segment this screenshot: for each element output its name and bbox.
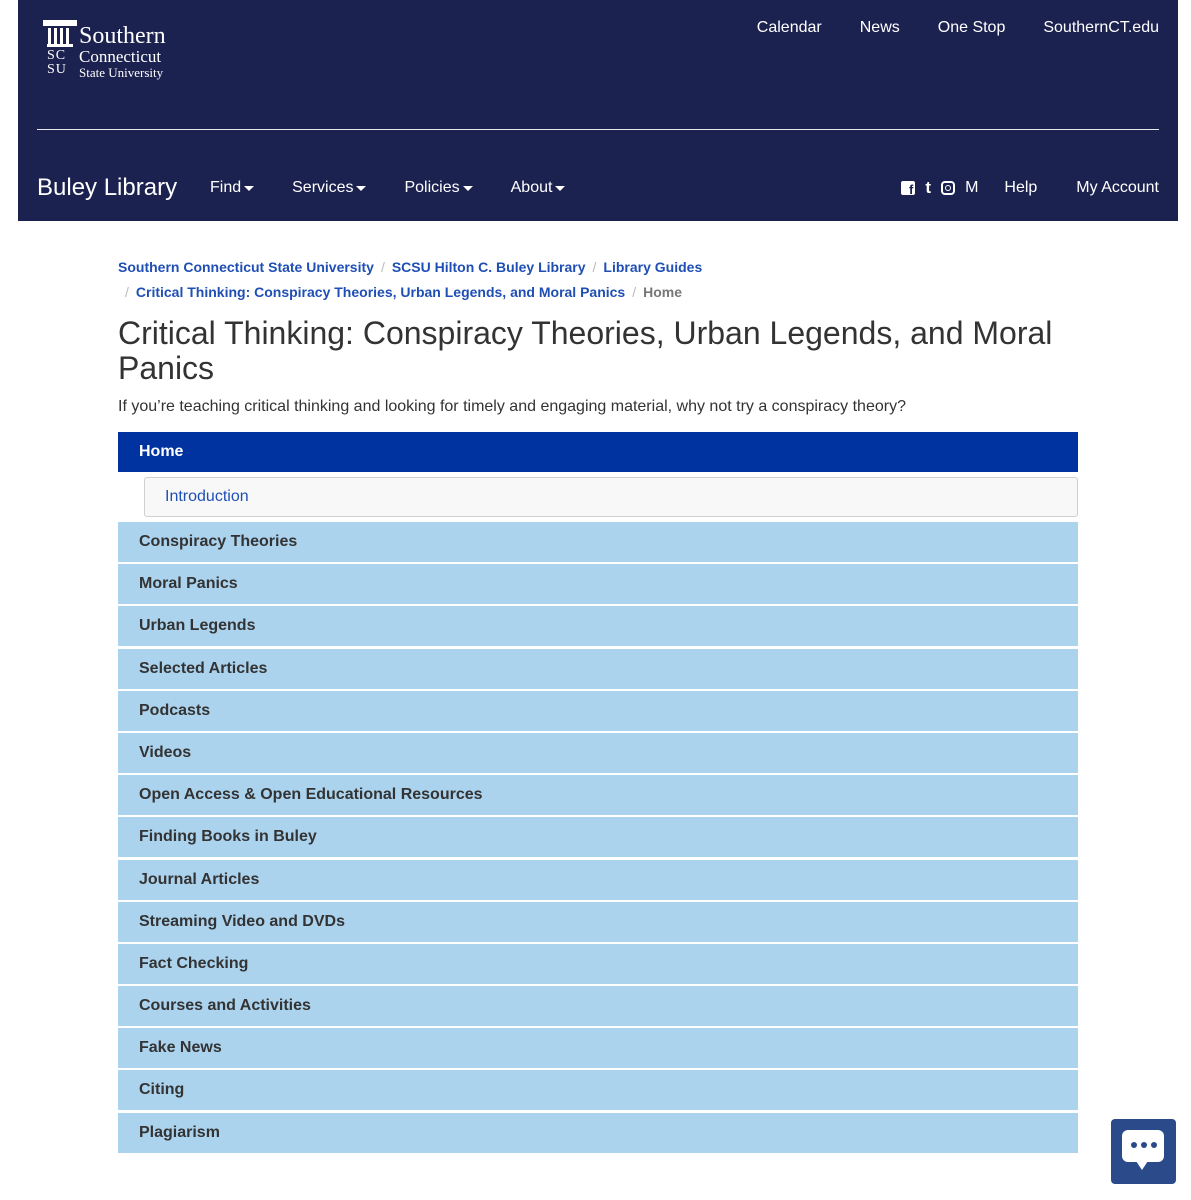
- header-divider: [37, 129, 1159, 130]
- tab-streaming-video[interactable]: Streaming Video and DVDs: [118, 902, 1078, 942]
- main-nav: [210, 178, 565, 198]
- tab-home[interactable]: Home: [118, 432, 1078, 472]
- breadcrumb-buley-library[interactable]: SCSU Hilton C. Buley Library: [391, 259, 586, 275]
- caret-down-icon: [555, 186, 565, 191]
- breadcrumb-scsu[interactable]: Southern Connecticut State University: [118, 259, 374, 275]
- tab-urban-legends[interactable]: Urban Legends: [118, 606, 1078, 646]
- chat-widget-button[interactable]: [1111, 1119, 1176, 1184]
- header-utilities: [901, 178, 1159, 198]
- nav-one-stop[interactable]: One Stop: [937, 19, 1006, 36]
- breadcrumb-guide[interactable]: Critical Thinking: Conspiracy Theories, Urban Legends, and Moral Panics: [135, 284, 626, 300]
- nav-calendar[interactable]: Calendar: [756, 19, 822, 36]
- guide-navigation: [118, 432, 1078, 1155]
- tab-plagiarism[interactable]: Plagiarism: [118, 1113, 1078, 1153]
- subtab-introduction[interactable]: Introduction: [144, 477, 1078, 517]
- tab-journal-articles[interactable]: Journal Articles: [118, 860, 1078, 900]
- nav-services-label: Services: [292, 179, 354, 196]
- tab-videos[interactable]: Videos: [118, 733, 1078, 773]
- tab-citing[interactable]: Citing: [118, 1070, 1078, 1110]
- library-brand[interactable]: Buley Library: [37, 174, 178, 201]
- nav-policies-label: Policies: [404, 179, 460, 196]
- nav-find-dropdown[interactable]: [210, 178, 254, 198]
- nav-find-label: Find: [210, 179, 242, 196]
- help-link[interactable]: Help: [1004, 179, 1038, 196]
- page-description: If you’re teaching critical thinking and looking for timely and engaging material, why not try a conspiracy theory?: [118, 398, 906, 415]
- site-header: [18, 0, 1178, 221]
- social-links: [901, 179, 978, 197]
- medium-icon[interactable]: M: [965, 179, 979, 196]
- caret-down-icon: [244, 186, 254, 191]
- chat-bubble-icon: [1122, 1130, 1164, 1162]
- nav-about-label: About: [510, 179, 553, 196]
- tab-selected-articles[interactable]: Selected Articles: [118, 649, 1078, 689]
- tab-fact-checking[interactable]: Fact Checking: [118, 944, 1078, 984]
- tab-open-access[interactable]: Open Access & Open Educational Resources: [118, 775, 1078, 815]
- instagram-icon[interactable]: [941, 181, 955, 195]
- nav-southernct[interactable]: SouthernCT.edu: [1043, 19, 1159, 36]
- logo-line-2: Connecticut: [79, 47, 162, 66]
- nav-policies-dropdown[interactable]: [404, 178, 472, 198]
- page-title: Critical Thinking: Conspiracy Theories, Urban Legends, and Moral Panics: [118, 315, 1053, 386]
- caret-down-icon: [463, 186, 473, 191]
- tab-fake-news[interactable]: Fake News: [118, 1028, 1078, 1068]
- scsu-logo[interactable]: [43, 20, 183, 84]
- caret-down-icon: [356, 186, 366, 191]
- tab-conspiracy-theories[interactable]: Conspiracy Theories: [118, 522, 1078, 562]
- nav-about-dropdown[interactable]: [511, 178, 566, 198]
- facebook-icon[interactable]: [901, 181, 915, 195]
- nav-services-dropdown[interactable]: [292, 178, 366, 198]
- logo-line-1: Southern: [79, 23, 166, 49]
- top-utility-nav: [757, 18, 1159, 38]
- tab-finding-books[interactable]: Finding Books in Buley: [118, 817, 1078, 857]
- logo-mono-2: SU: [47, 62, 67, 77]
- column-logo-icon: [43, 20, 77, 82]
- tab-podcasts[interactable]: Podcasts: [118, 691, 1078, 731]
- my-account-link[interactable]: My Account: [1076, 179, 1159, 196]
- tab-moral-panics[interactable]: Moral Panics: [118, 564, 1078, 604]
- tab-courses-activities[interactable]: Courses and Activities: [118, 986, 1078, 1026]
- tumblr-icon[interactable]: t: [925, 178, 932, 197]
- nav-news[interactable]: News: [859, 19, 900, 36]
- breadcrumb: Southern Connecticut State University / SCSU Hilton C. Buley Library / Library Guides / Critical Thinking: Conspiracy Theories, Urban Legends, and Moral Panics / Home: [118, 259, 703, 300]
- logo-line-3: State University: [79, 65, 164, 80]
- logo-mono-1: SC: [47, 48, 67, 63]
- breadcrumb-library-guides[interactable]: Library Guides: [603, 259, 703, 275]
- breadcrumb-current: Home: [643, 284, 683, 300]
